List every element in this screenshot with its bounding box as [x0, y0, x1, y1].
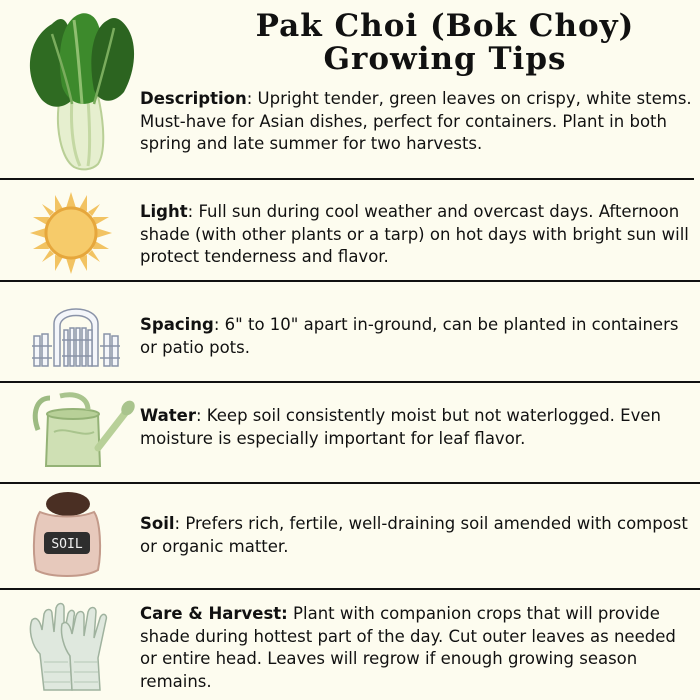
title-line-2: Growing Tips: [323, 41, 567, 77]
soil-bag-label: SOIL: [51, 537, 83, 552]
watering-can-icon: [26, 392, 136, 472]
section-body: Plant with companion crops that will provide shade during hottest part of the day. Cut outer leaves as needed or entire head. Leaves will regrow if enough growing season remains.: [140, 604, 676, 691]
section-water: Water: Keep soil consistently moist but not waterlogged. Even moisture is especially important for leaf flavor.: [140, 406, 661, 448]
section-label: Description: [140, 89, 247, 108]
section-body: Upright tender, green leaves on crispy, white stems. Must-have for Asian dishes, perfect for containers. Plant in both spring and late summer for two harvests.: [140, 89, 692, 153]
divider-5: [0, 588, 700, 590]
section-label: Spacing: [140, 315, 214, 334]
title-line-1: Pak Choi (Bok Choy): [255, 8, 635, 44]
divider-3: [0, 381, 700, 383]
section-soil: Soil: Prefers rich, fertile, well-draining soil amended with compost or organic matter.: [140, 514, 688, 556]
section-body: Keep soil consistently moist but not waterlogged. Even moisture is especially important for leaf flavor.: [140, 406, 661, 448]
divider-4: [0, 482, 700, 484]
section-body: Prefers rich, fertile, well-draining soil amended with compost or organic matter.: [140, 514, 688, 556]
section-label: Soil: [140, 514, 175, 533]
section-description: Description: Upright tender, green leaves on crispy, white stems. Must-have for Asian dishes, perfect for containers. Plant in both spring and late summer for two harvests.: [140, 89, 692, 153]
gardening-gloves-icon: [24, 600, 120, 692]
section-care-harvest: [140, 603, 690, 693]
soil-bag-icon: [30, 490, 104, 578]
section-body: 6" to 10" apart in-ground, can be planted in containers or patio pots.: [140, 315, 679, 357]
section-label: Light: [140, 202, 188, 221]
divider-1: [0, 178, 694, 180]
section-label: Care & Harvest:: [140, 604, 288, 623]
bok-choy-icon: [22, 4, 142, 172]
section-spacing: Spacing: 6" to 10" apart in-ground, can be planted in containers or patio pots.: [140, 315, 679, 357]
sun-icon: [28, 190, 114, 276]
garden-gate-icon: [30, 296, 122, 368]
section-light: Light: Full sun during cool weather and overcast days. Afternoon shade (with other plants or a tarp) on hot days with bright sun will protect tenderness and flavor.: [140, 202, 689, 266]
section-label: Water: [140, 406, 196, 425]
page-title: [190, 10, 700, 76]
section-body: Full sun during cool weather and overcast days. Afternoon shade (with other plants or a tarp) on hot days with bright sun will protect tenderness and flavor.: [140, 202, 689, 266]
divider-2: [0, 280, 700, 282]
